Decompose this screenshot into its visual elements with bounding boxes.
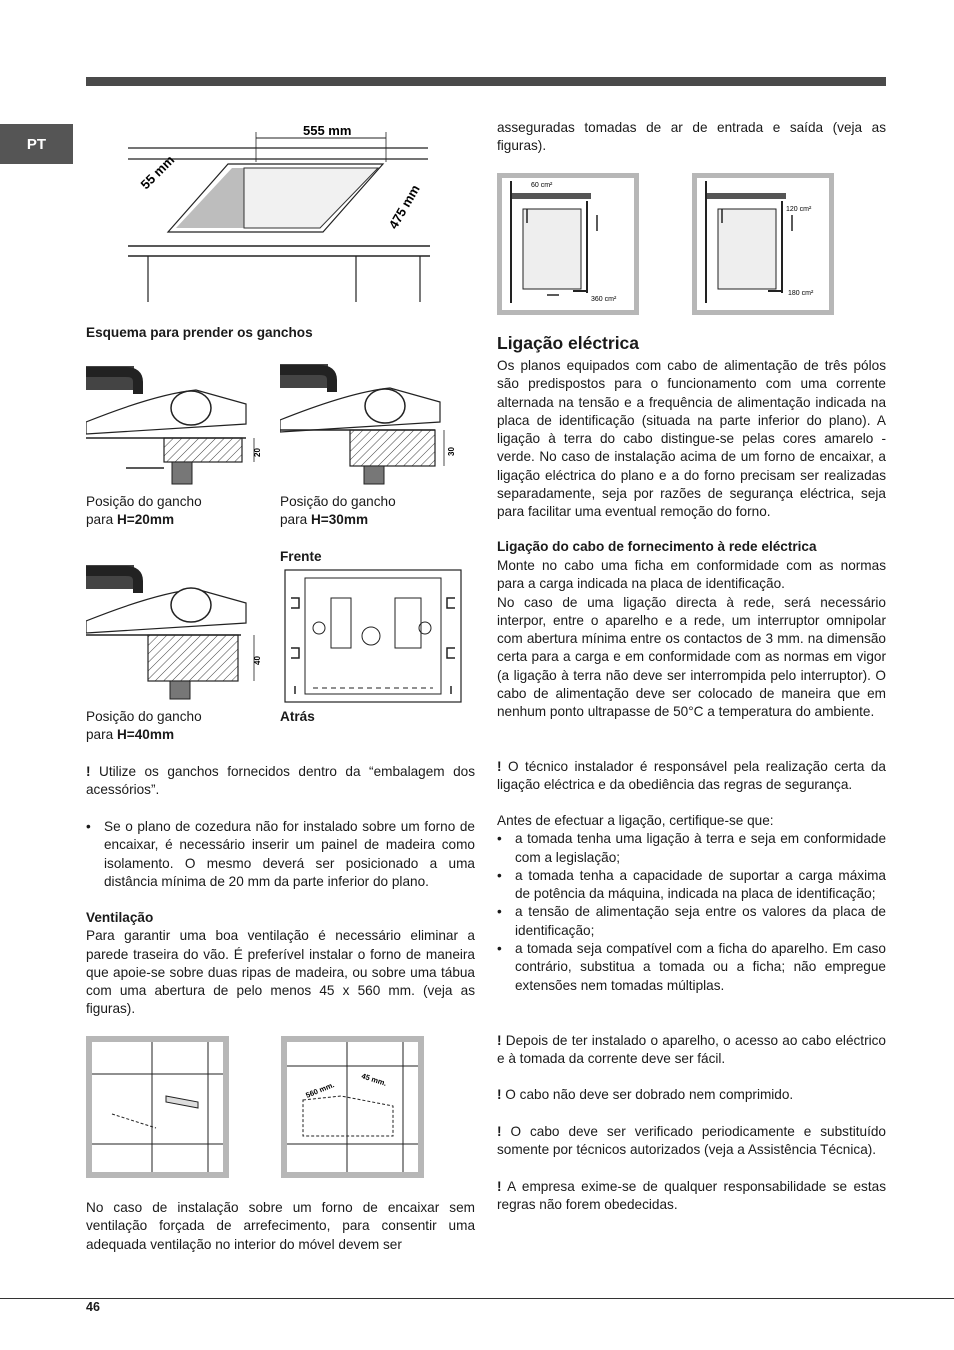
language-code: PT <box>26 135 47 153</box>
caption-line: Posição do gancho <box>86 494 202 509</box>
bullet-text: Se o plano de cozedura não for instalado sobre um forno de encaixar, é necessário inserir um painel de madeira como isolamento. O mesmo deverá ser posicionado a uma distância mínima de 20 mm da parte inferior do plano. <box>104 819 475 889</box>
check-text: a tomada seja compatível com a ficha do aparelho. Em caso contrário, substitua a tomada ou a ficha; não empregue extensões nem tomadas múltiplas. <box>515 941 886 993</box>
caption-value: H=20mm <box>116 512 175 528</box>
hook-figure-h30 <box>280 360 460 486</box>
air-fig2-top: 120 cm² <box>786 206 812 213</box>
dim-margin: 55 mm <box>137 152 178 193</box>
continuation-text: asseguradas tomadas de ar de entrada e saída (veja as figuras). <box>497 120 886 154</box>
hob-top-view <box>283 568 463 704</box>
before-text: Antes de efectuar a ligação, certifique-se que: <box>497 813 774 828</box>
bottom-left-text: No caso de instalação sobre um forno de encaixar sem ventilação forçada de arrefecimento, para consentir uma adequada ventilação no interior do móvel devem ser <box>86 1200 475 1252</box>
caption-pre: para <box>280 512 311 528</box>
warning-mark: ! <box>497 1124 502 1139</box>
ventilation-section <box>86 909 475 1019</box>
air-fig1-bottom: 360 cm² <box>591 296 617 303</box>
hook-mark-30: 30 <box>447 447 456 456</box>
caption-pre: para <box>86 727 117 743</box>
page-number: 46 <box>86 1300 100 1314</box>
electrical-text: Os planos equipados com cabo de alimentação de três pólos são predispostos para o funcionamento com uma corrente alternada na tensão e a frequência de alimentação indicada na placa de identificação (situada na parte inferior do plano). A ligação à terra do cabo distingue-se pelas cores amarelo - verde. No caso de instalação acima de um forno de encaixar, a ligação eléctrica do plano e a do forno precisam ser realizadas separadamente, seja por razões de segurança eléctrica, seja para facilitar uma eventual remoção do forno. <box>497 358 886 520</box>
ventilation-title: Ventilação <box>86 910 154 925</box>
back-label: Atrás <box>280 709 315 724</box>
dim-width: 555 mm <box>303 123 352 138</box>
hook-figure-h40 <box>86 563 264 703</box>
note-text: Utilize os ganchos fornecidos dentro da “embalagem dos acessórios”. <box>86 764 475 798</box>
caption-value: H=30mm <box>310 512 369 528</box>
check-item <box>497 940 886 995</box>
hook-caption-h40 <box>86 708 266 745</box>
warning-mark: ! <box>497 1179 502 1194</box>
warning-access <box>497 1032 886 1069</box>
fig-label-560: 560 mm. <box>304 1080 336 1100</box>
warning-mark: ! <box>497 1087 502 1102</box>
front-label: Frente <box>280 549 322 564</box>
warning-check <box>497 1123 886 1160</box>
check-item <box>497 867 886 904</box>
warning-mark: ! <box>497 1033 502 1048</box>
check-item <box>497 830 886 867</box>
check-text: a tomada tenha a capacidade de suportar a carga máxima de potência da máquina, indicada na placa de identificação; <box>515 867 886 902</box>
hooks-title: Esquema para prender os ganchos <box>86 325 313 340</box>
ventilation-figure-1 <box>86 1036 229 1178</box>
warning-technician <box>497 758 886 795</box>
warning-mark: ! <box>497 759 502 774</box>
electrical-title: Ligação eléctrica <box>497 333 640 353</box>
fig-label-45: 45 mm. <box>360 1071 388 1088</box>
warning-text: O técnico instalador é responsável pela realização certa da ligação eléctrica e da obediência das regras de segurança. <box>497 759 886 793</box>
header-bar <box>86 77 886 86</box>
warning-text: A empresa exime-se de qualquer responsabilidade se estas regras não forem obedecidas. <box>497 1179 886 1213</box>
language-tab <box>0 124 73 164</box>
hook-caption-h20 <box>86 493 266 530</box>
before-connection <box>497 812 886 995</box>
check-text: a tensão de alimentação seja entre os valores da placa de identificação; <box>515 904 886 938</box>
check-item <box>497 903 886 940</box>
ventilation-figure-2 <box>281 1036 424 1178</box>
hooks-note <box>86 763 475 800</box>
warning-bend <box>497 1086 886 1104</box>
air-intake-figure-2 <box>692 173 834 315</box>
air-fig2-bottom: 180 cm² <box>788 290 814 297</box>
dim-depth: 475 mm <box>385 182 423 232</box>
warning-text: O cabo não deve ser dobrado nem comprimido. <box>501 1087 794 1102</box>
caption-line: Posição do gancho <box>86 709 202 724</box>
hook-figure-h20 <box>86 364 264 486</box>
air-intake-figure-1 <box>497 173 639 315</box>
insulation-bullet <box>86 818 475 891</box>
hook-mark-40: 40 <box>253 656 262 665</box>
air-fig1-top: 60 cm² <box>531 182 553 189</box>
check-text: a tomada tenha uma ligação à terra e seja em conformidade com a legislação; <box>515 831 886 865</box>
warning-text: O cabo deve ser verificado periodicamente e substituído somente por técnicos autorizados (veja a Assistência Técnica). <box>497 1124 886 1158</box>
warning-mark: ! <box>86 764 91 779</box>
cutout-diagram <box>128 120 433 305</box>
ventilation-text: Para garantir uma boa ventilação é necessário eliminar a parede traseira do vão. É preferível instalar o forno de maneira que apoie-se sobre duas ripas de madeira, ou sobre uma tábua com uma abertura de pelo menos 45 x 560 mm. (veja as figuras). <box>86 928 475 1017</box>
cable-section <box>497 557 886 722</box>
hook-mark-20: 20 <box>253 448 262 457</box>
hook-caption-h30 <box>280 493 460 530</box>
caption-pre: para <box>86 512 117 528</box>
footer-rule <box>0 1298 954 1299</box>
caption-line: Posição do gancho <box>280 494 396 509</box>
warning-text: Depois de ter instalado o aparelho, o acesso ao cabo eléctrico e à tomada da corrente deve ser fácil. <box>497 1033 886 1067</box>
cable-text-1: Monte no cabo uma ficha em conformidade com as normas para a carga indicada na placa de identificação. <box>497 558 886 592</box>
cable-text-2: No caso de uma ligação directa à rede, será necessário interpor, entre o aparelho e a rede, um interruptor omnipolar com abertura mínima entre os contactos de 3 mm. na dimensão certa para a carga e em conformidade com as normas em vigor (a ligação à terra não deve ser interrompida pelo interruptor). O cabo de alimentação deve ser colocado de maneira que em nenhum ponto ultrapasse de 50°C a temperatura do ambiente. <box>497 594 886 720</box>
caption-value: H=40mm <box>116 727 175 743</box>
warning-liability <box>497 1178 886 1215</box>
cable-title: Ligação do cabo de fornecimento à rede eléctrica <box>497 539 817 554</box>
